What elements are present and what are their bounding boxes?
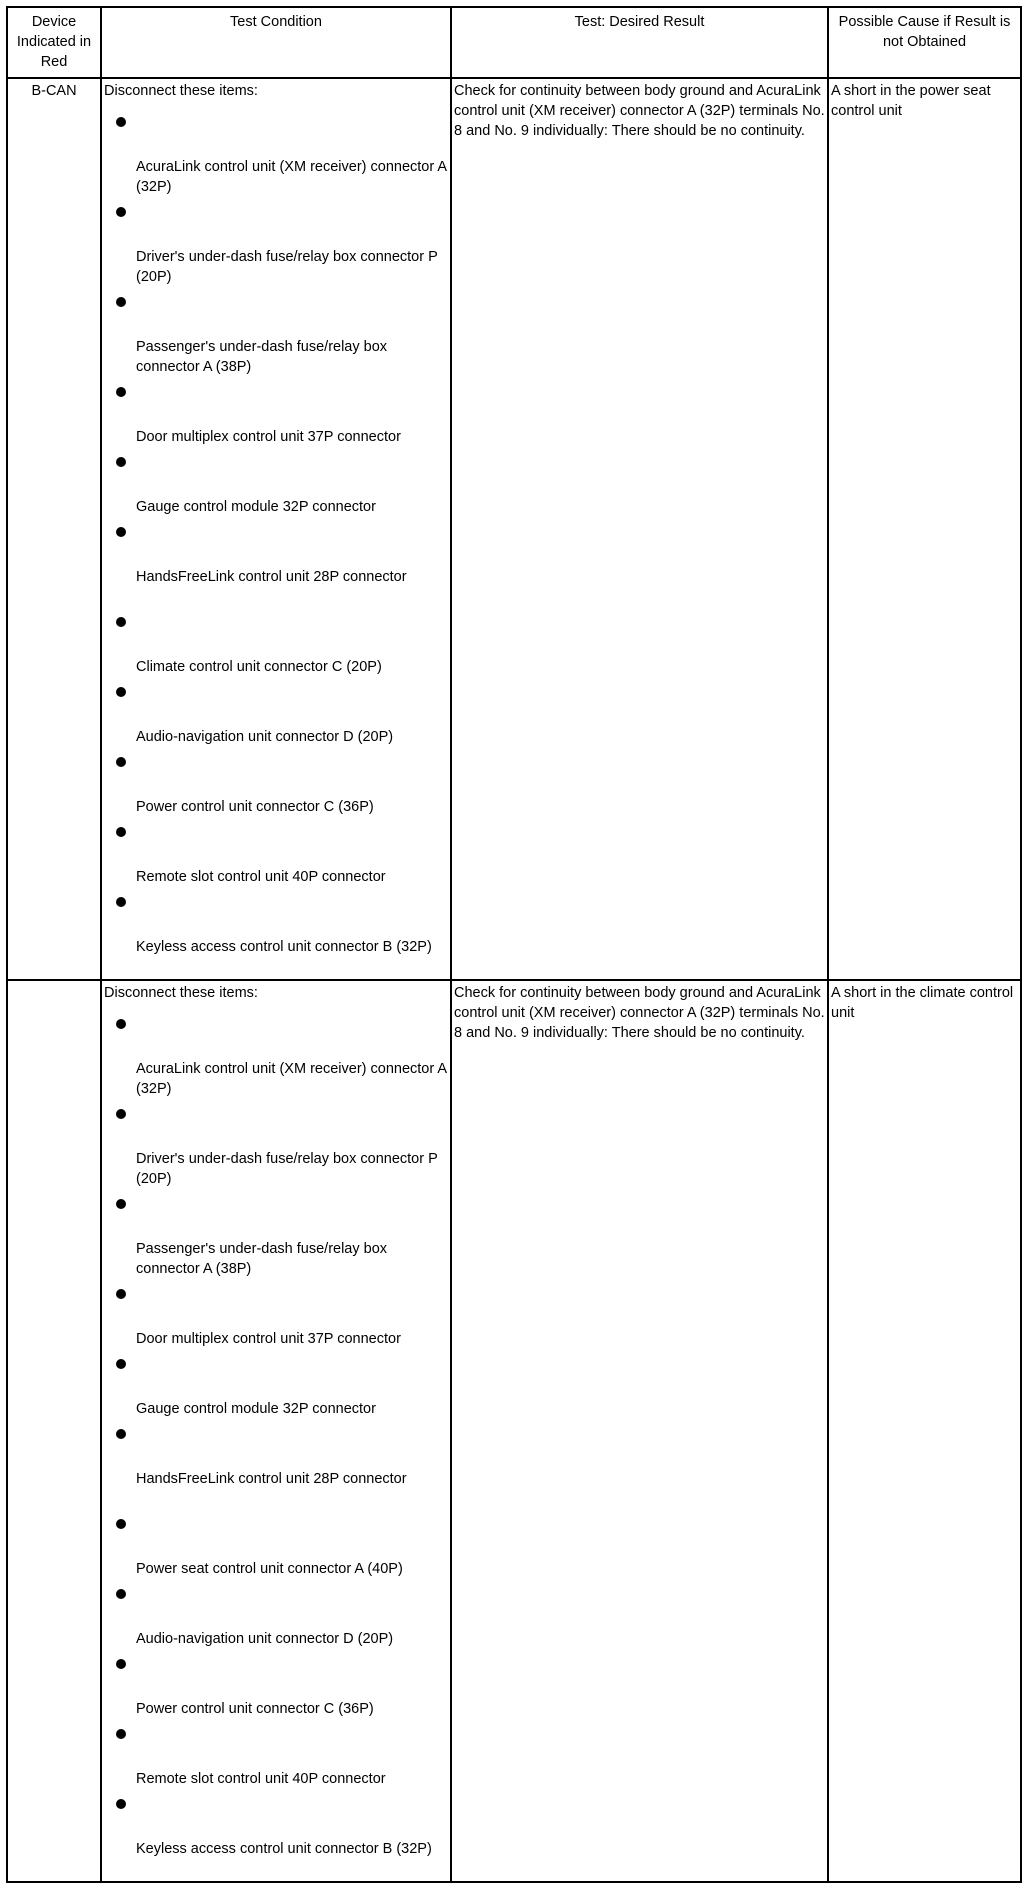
list-item-text: Door multiplex control unit 37P connector: [136, 429, 401, 445]
possible-cause-cell: A short in the power seat control unit: [828, 78, 1021, 980]
list-item: [104, 1579, 448, 1649]
bullet-icon: [116, 617, 126, 627]
list-item-text: Power control unit connector C (36P): [136, 799, 374, 815]
header-test-condition: Test Condition: [101, 7, 451, 78]
test-condition-cell: [101, 980, 451, 1882]
list-item-text: Audio-navigation unit connector D (20P): [136, 729, 394, 745]
list-item: [104, 1649, 448, 1719]
possible-cause-cell: A short in the climate control unit: [828, 980, 1021, 1882]
list-item: [104, 747, 448, 817]
list-item: [104, 107, 448, 197]
list-item-text: Gauge control module 32P connector: [136, 499, 376, 515]
bullet-icon: [116, 1799, 126, 1809]
header-device: Device Indicated in Red: [7, 7, 101, 78]
list-item-text: Audio-navigation unit connector D (20P): [136, 1631, 394, 1647]
list-item-text: AcuraLink control unit (XM receiver) connector A (32P): [136, 159, 447, 195]
list-item: [104, 1509, 448, 1579]
disconnect-list: [104, 107, 448, 977]
header-possible-cause: Possible Cause if Result is not Obtained: [828, 7, 1021, 78]
diagnostic-table: [6, 6, 1022, 1883]
table-row: [7, 78, 1021, 980]
list-item-text: Door multiplex control unit 37P connector: [136, 1331, 401, 1347]
bullet-icon: [116, 1429, 126, 1439]
desired-result-cell: Check for continuity between body ground and AcuraLink control unit (XM receiver) connector A (32P) terminals No. 8 and No. 9 individually: There should be no continuity.: [451, 980, 828, 1882]
list-item-text: Power seat control unit connector A (40P): [136, 1561, 403, 1577]
list-item: [104, 197, 448, 287]
header-desired-result: Test: Desired Result: [451, 7, 828, 78]
list-item: [104, 1349, 448, 1419]
list-item-text: Passenger's under-dash fuse/relay box connector A (38P): [136, 339, 388, 375]
list-item: [104, 517, 448, 607]
list-item-text: Power control unit connector C (36P): [136, 1701, 374, 1717]
list-item-text: Driver's under-dash fuse/relay box connector P (20P): [136, 1151, 438, 1187]
bullet-icon: [116, 117, 126, 127]
desired-result-cell: Check for continuity between body ground and AcuraLink control unit (XM receiver) connector A (32P) terminals No. 8 and No. 9 individually: There should be no continuity.: [451, 78, 828, 980]
bullet-icon: [116, 687, 126, 697]
list-item-text: Keyless access control unit connector B (32P): [136, 939, 432, 955]
disconnect-list: [104, 1009, 448, 1879]
bullet-icon: [116, 1589, 126, 1599]
list-item-text: Remote slot control unit 40P connector: [136, 869, 386, 885]
header-row: [7, 7, 1021, 78]
bullet-icon: [116, 1729, 126, 1739]
bullet-icon: [116, 1289, 126, 1299]
list-item: [104, 607, 448, 677]
test-condition-cell: [101, 78, 451, 980]
list-item: [104, 1009, 448, 1099]
list-item: [104, 447, 448, 517]
bullet-icon: [116, 457, 126, 467]
bullet-icon: [116, 757, 126, 767]
list-item-text: HandsFreeLink control unit 28P connector: [136, 1471, 407, 1487]
list-item: [104, 1279, 448, 1349]
bullet-icon: [116, 1019, 126, 1029]
condition-intro: Disconnect these items:: [104, 985, 258, 1001]
bullet-icon: [116, 387, 126, 397]
bullet-icon: [116, 527, 126, 537]
bullet-icon: [116, 207, 126, 217]
list-item-text: Gauge control module 32P connector: [136, 1401, 376, 1417]
bullet-icon: [116, 897, 126, 907]
table-row: [7, 980, 1021, 1882]
list-item-text: Driver's under-dash fuse/relay box connector P (20P): [136, 249, 438, 285]
device-cell: [7, 980, 101, 1882]
list-item-text: HandsFreeLink control unit 28P connector: [136, 569, 407, 585]
list-item: [104, 1419, 448, 1509]
list-item-text: Climate control unit connector C (20P): [136, 659, 382, 675]
condition-intro: Disconnect these items:: [104, 83, 258, 99]
bullet-icon: [116, 1519, 126, 1529]
list-item: [104, 887, 448, 977]
list-item-text: Keyless access control unit connector B (32P): [136, 1841, 432, 1857]
list-item: [104, 677, 448, 747]
bullet-icon: [116, 1659, 126, 1669]
list-item-text: Remote slot control unit 40P connector: [136, 1771, 386, 1787]
list-item: [104, 1789, 448, 1879]
list-item: [104, 1099, 448, 1189]
list-item: [104, 377, 448, 447]
bullet-icon: [116, 1359, 126, 1369]
bullet-icon: [116, 827, 126, 837]
list-item: [104, 1719, 448, 1789]
list-item-text: Passenger's under-dash fuse/relay box connector A (38P): [136, 1241, 388, 1277]
bullet-icon: [116, 297, 126, 307]
list-item-text: AcuraLink control unit (XM receiver) connector A (32P): [136, 1061, 447, 1097]
list-item: [104, 817, 448, 887]
bullet-icon: [116, 1199, 126, 1209]
device-cell: B-CAN: [7, 78, 101, 980]
list-item: [104, 1189, 448, 1279]
bullet-icon: [116, 1109, 126, 1119]
list-item: [104, 287, 448, 377]
